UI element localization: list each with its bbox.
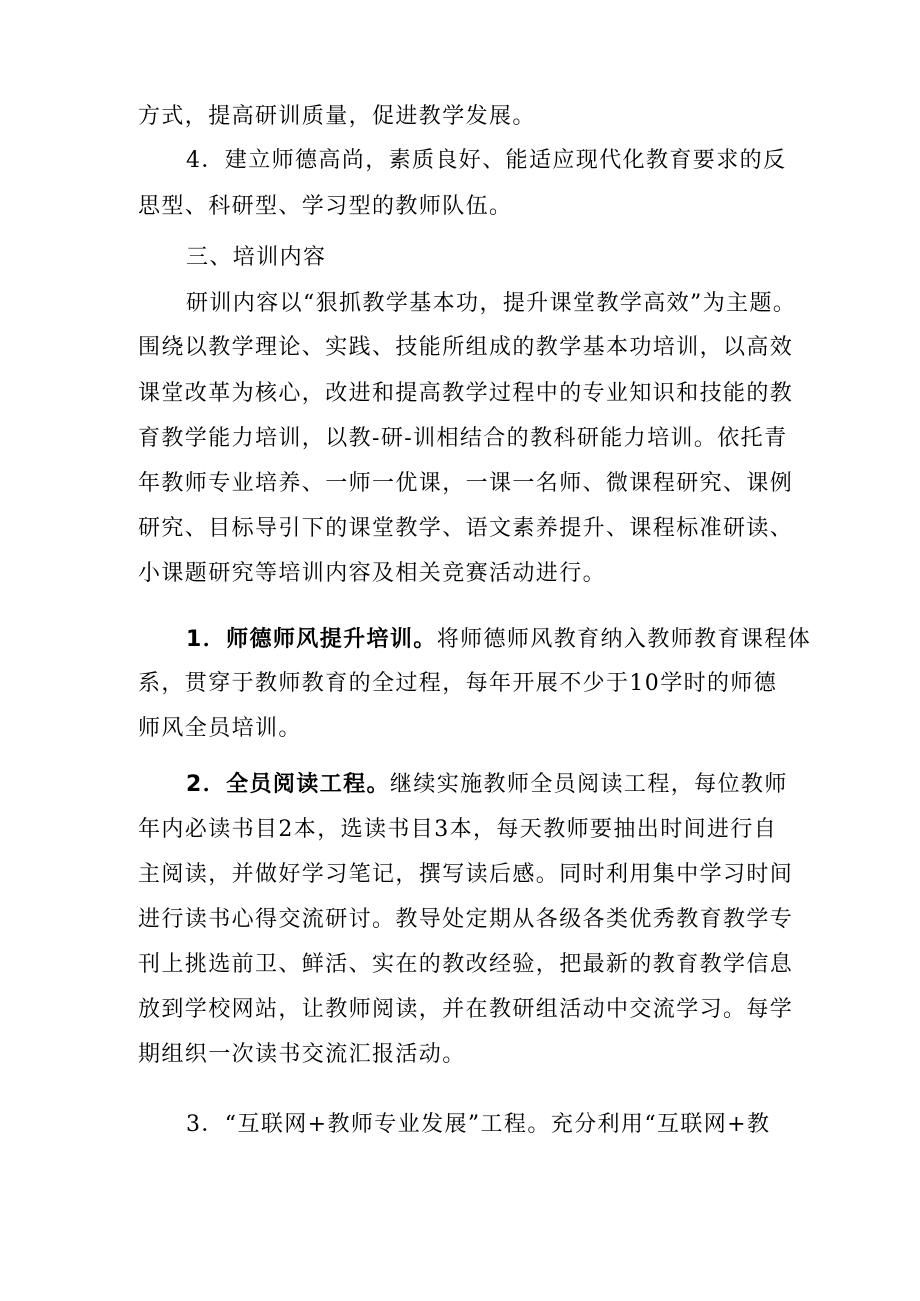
text-line: 研究、目标导引下的课堂教学、语文素养提升、课程标准研读、	[138, 516, 794, 541]
text-line: 刊上挑选前卫、鲜活、实在的教改经验，把最新的教育教学信息	[138, 952, 794, 977]
list-item-4: 4．建立师德高尚，素质良好、能适应现代化教育要求的反	[186, 148, 787, 173]
text-line: 方式，提高研训质量，促进教学发展。	[138, 104, 536, 129]
text-line: 主阅读，并做好学习笔记，撰写读后感。同时利用集中学习时间	[138, 862, 794, 887]
list-item-3: 3．“互联网+教师专业发展”工程。充分利用“互联网+教	[186, 1112, 771, 1137]
text-line: 围绕以教学理论、实践、技能所组成的教学基本功培训，以高效	[138, 335, 794, 360]
text-line: 放到学校网站，让教师阅读，并在教研组活动中交流学习。每学	[138, 997, 794, 1022]
text-line: 师风全员培训。	[138, 716, 302, 741]
item-1-title: 1．师德师风提升培训。	[186, 627, 437, 652]
item-1-text: 将师德师风教育纳入教师教育课程体	[436, 627, 812, 652]
section-heading: 三、培训内容	[186, 245, 327, 270]
text-line: 进行读书心得交流研讨。教导处定期从各级各类优秀教育教学专	[138, 907, 794, 932]
item-2-text: 继续实施教师全员阅读工程，每位教师	[389, 772, 788, 797]
text-line: 期组织一次读书交流汇报活动。	[138, 1042, 466, 1067]
text-line: 育教学能力培训，以教-研-训相结合的教科研能力培训。依托青	[138, 426, 788, 451]
list-item-1	[186, 625, 811, 655]
text-line: 研训内容以“狠抓教学基本功，提升课堂教学高效”为主题。	[186, 291, 797, 316]
text-line: 年内必读书目2本，选读书目3本，每天教师要抽出时间进行自	[138, 817, 778, 842]
text-line: 小课题研究等培训内容及相关竞赛活动进行。	[138, 561, 607, 586]
text-line: 系，贯穿于教师教育的全过程，每年开展不少于10学时的师德	[138, 671, 778, 696]
item-2-title: 2．全员阅读工程。	[186, 772, 390, 797]
list-item-2	[186, 770, 788, 800]
text-line: 年教师专业培养、一师一优课，一课一名师、微课程研究、课例	[138, 471, 794, 496]
text-line: 课堂改革为核心，改进和提高教学过程中的专业知识和技能的教	[138, 381, 794, 406]
text-line: 思型、科研型、学习型的教师队伍。	[138, 194, 513, 219]
